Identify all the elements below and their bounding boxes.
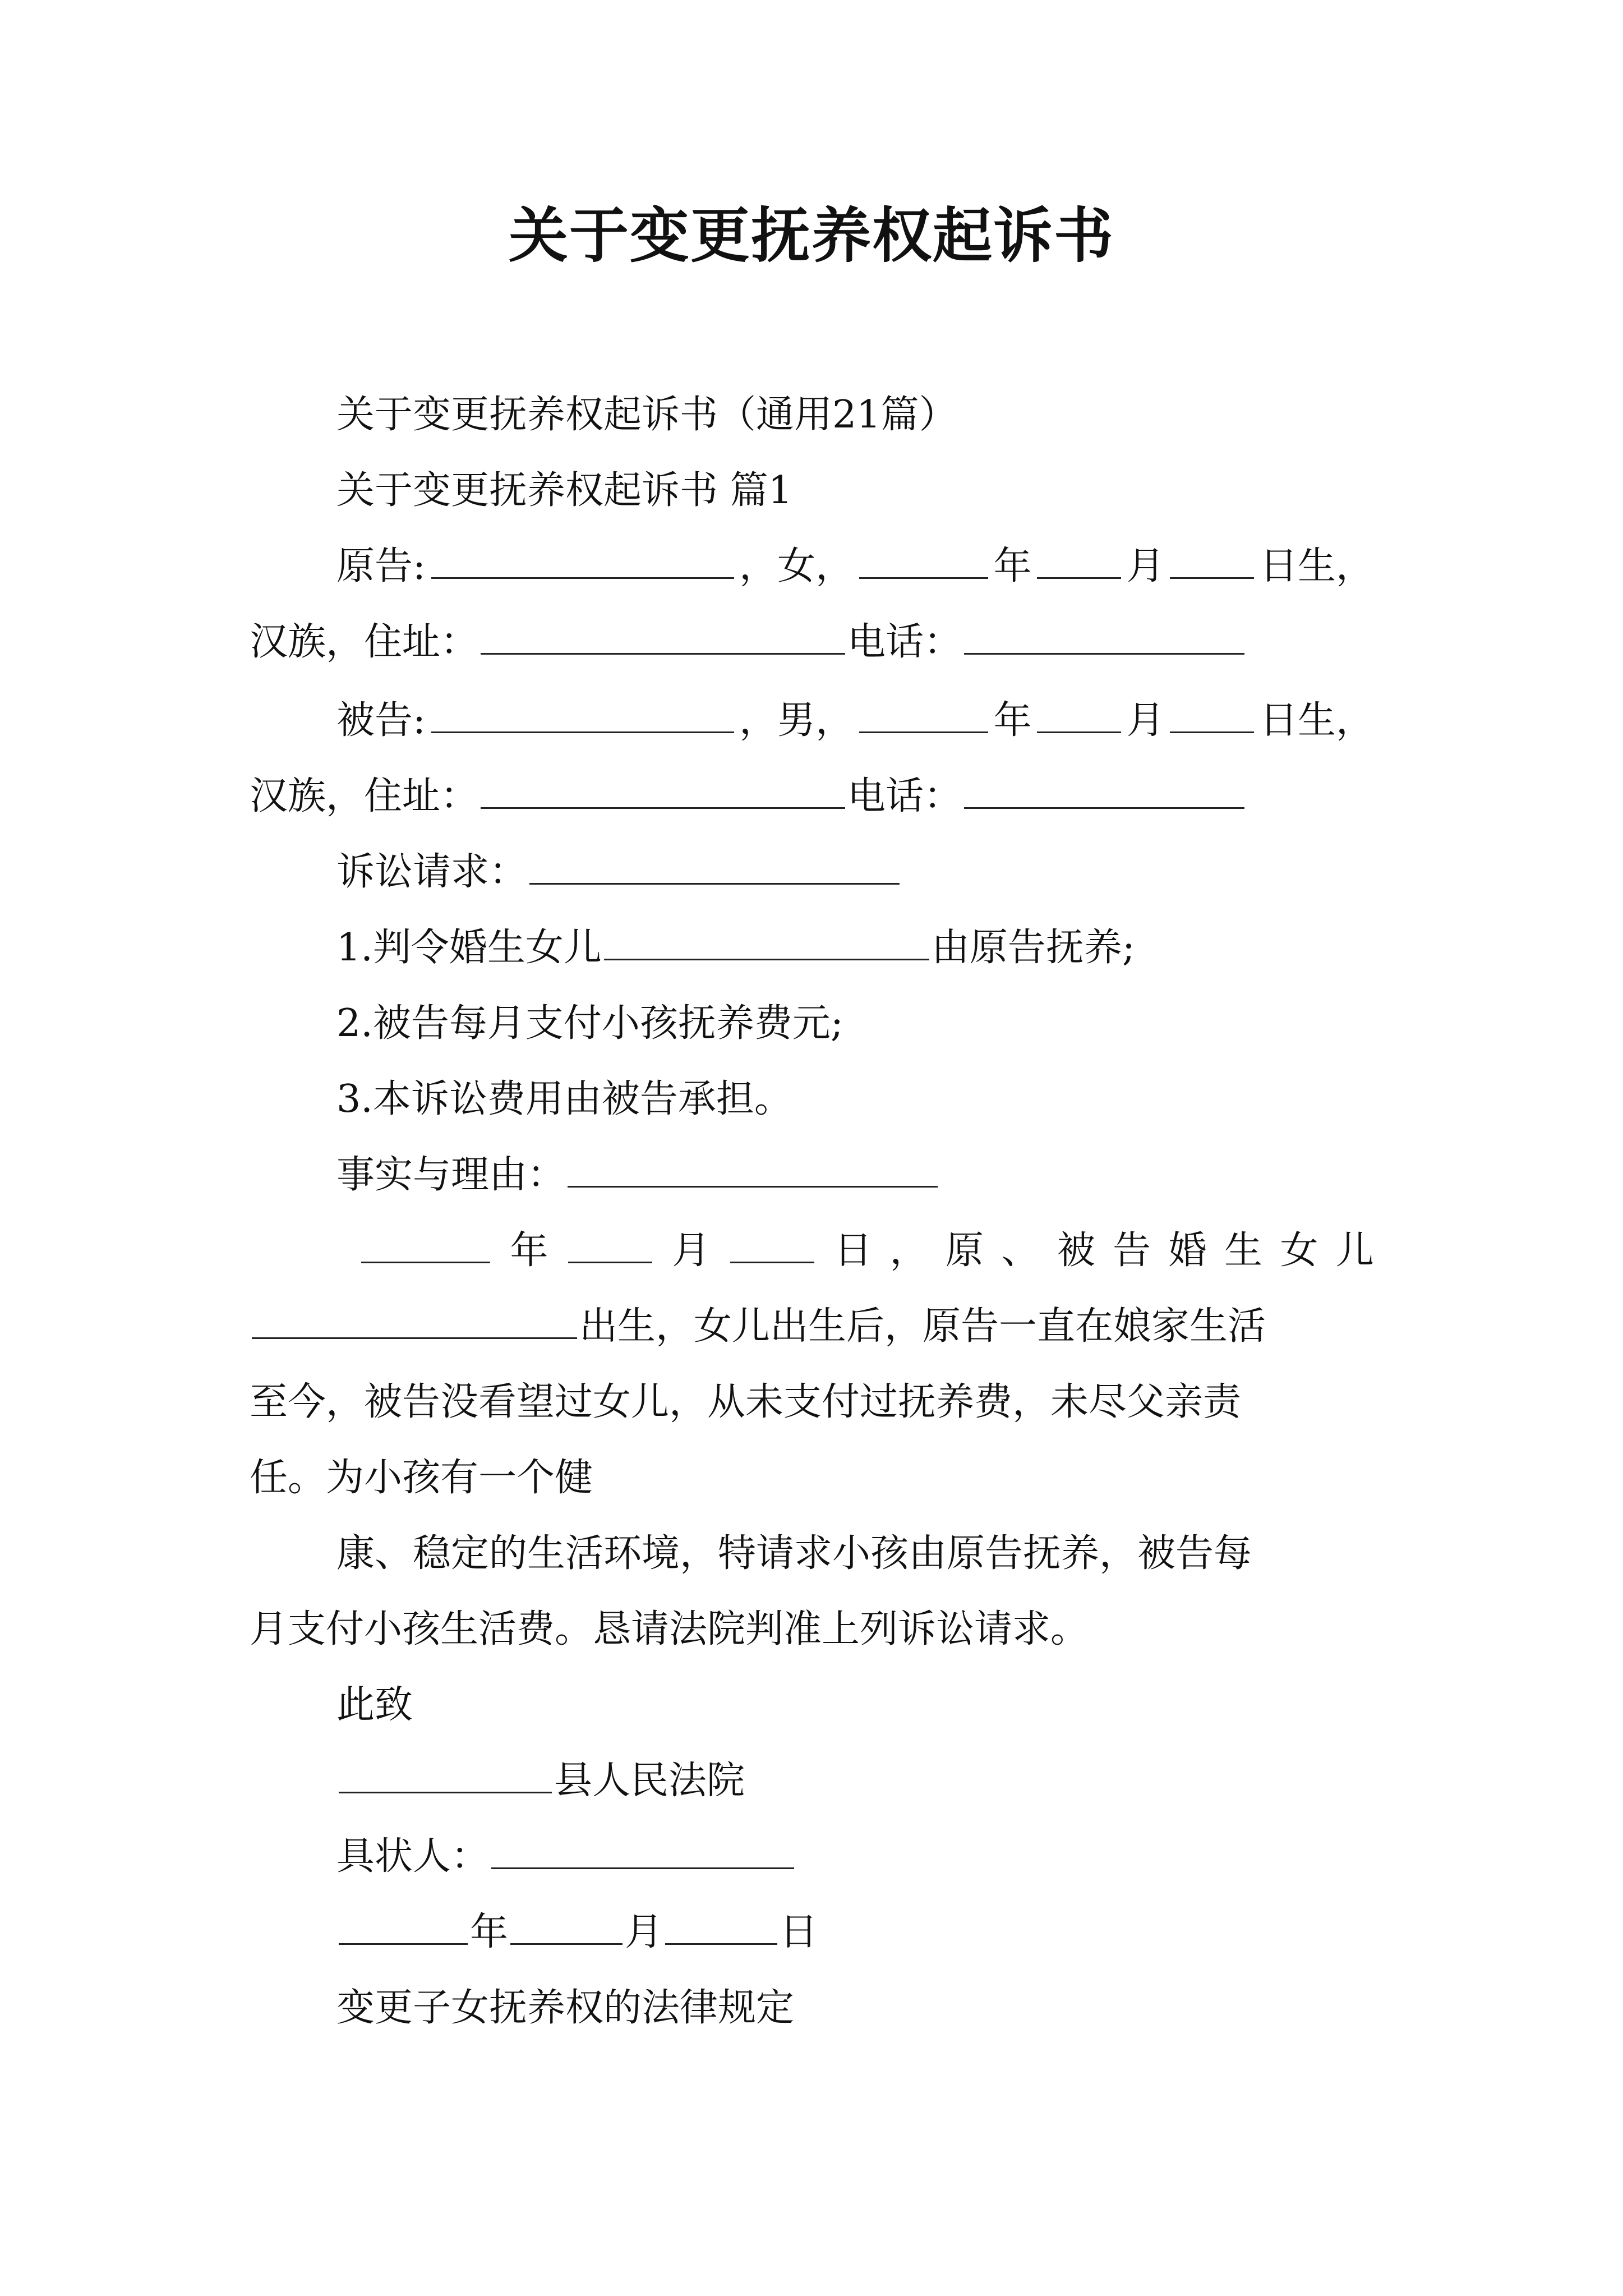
claim-item-1-blank [604,924,929,960]
facts-char: 日 [834,1228,873,1273]
claim-item-2: 2.被告每月支付小孩抚养费元; [336,1001,843,1046]
plaintiff-phone-label: 电话： [847,620,962,664]
signer-label: 具状人： [336,1834,490,1879]
defendant-year-blank [859,697,988,733]
closing-date-line [336,1907,818,1958]
salutation: 此致 [336,1683,413,1727]
claim-item-3: 3.本诉讼费用由被告承担。 [336,1077,792,1121]
defendant-address-line [250,771,1247,822]
defendant-line [336,696,1374,746]
facts-day-blank [730,1227,814,1263]
document-title: 关于变更抚养权起诉书 [509,200,1114,270]
claim-item-1-suffix: 由原告抚养; [931,926,1135,970]
plaintiff-label: 原告: [336,544,426,588]
claims-label: 诉讼请求： [336,850,528,894]
plaintiff-year-blank [859,542,988,579]
plaintiff-line [336,541,1374,592]
closing-year-label: 年 [470,1910,509,1954]
claim-item-1-prefix: 1.判令婚生女儿 [336,926,602,970]
facts-daughter-blank [252,1303,577,1339]
plaintiff-month-blank [1037,542,1121,579]
defendant-address-blank [481,772,845,809]
facts-line-3: 至今，被告没看望过女儿，从未支付过抚养费，未尽父亲责 [250,1380,1242,1424]
closing-day-blank [665,1908,777,1945]
closing-month-label: 月 [625,1910,663,1954]
plaintiff-address-label: 汉族，住址： [250,620,479,664]
facts-char: 生 [1224,1228,1263,1273]
defendant-gender: ，男， [739,698,854,743]
facts-char: 儿 [1335,1228,1374,1273]
facts-char: 告 [1113,1228,1151,1273]
defendant-phone-label: 电话： [847,774,962,818]
court-line [336,1756,745,1806]
plaintiff-phone-blank [964,618,1244,655]
signer-line [336,1832,796,1882]
facts-line-4: 任。为小孩有一个健 [250,1456,593,1500]
facts-char: 月 [672,1228,711,1273]
plaintiff-gender: ，女， [739,544,854,588]
facts-char: 、 [1001,1228,1040,1273]
facts-line-2 [250,1301,1266,1352]
court-blank [339,1757,552,1793]
closing-year-blank [339,1908,468,1945]
defendant-day-born: 日生， [1259,698,1374,743]
defendant-month-label: 月 [1126,698,1165,743]
defendant-address-label: 汉族，住址： [250,774,479,818]
plaintiff-address-line [250,617,1247,668]
facts-line-1 [359,1226,1374,1276]
facts-char: 被 [1057,1228,1095,1273]
facts-line-5: 康、稳定的生活环境，特请求小孩由原告抚养，被告每 [336,1531,1252,1576]
facts-char: 女 [1280,1228,1318,1273]
plaintiff-day-born: 日生， [1259,544,1374,588]
subtitle: 关于变更抚养权起诉书（通用21篇） [336,393,957,437]
facts-char: 原 [945,1228,984,1273]
facts-line-2-text: 出生，女儿出生后，原告一直在娘家生活 [579,1304,1266,1349]
facts-char: ， [889,1228,928,1273]
plaintiff-name-blank [431,542,734,579]
footer-heading: 变更子女抚养权的法律规定 [336,1986,795,2030]
facts-line [336,1150,940,1200]
court-name: 县人民法院 [554,1759,745,1803]
section-heading: 关于变更抚养权起诉书 篇1 [336,468,792,513]
facts-blank [568,1151,938,1188]
plaintiff-year-label: 年 [993,544,1032,588]
facts-char: 婚 [1168,1228,1207,1273]
facts-line-6: 月支付小孩生活费。恳请法院判准上列诉讼请求。 [250,1607,1089,1651]
defendant-year-label: 年 [993,698,1032,743]
closing-day-label: 日 [780,1910,818,1954]
claims-line [336,847,902,898]
plaintiff-day-blank [1170,542,1254,579]
defendant-name-blank [431,697,734,733]
plaintiff-address-blank [481,618,845,655]
claim-item-1 [336,923,1135,973]
closing-month-blank [510,1908,623,1945]
facts-label: 事实与理由： [336,1153,566,1197]
defendant-label: 被告: [336,698,426,743]
claims-blank [529,848,900,885]
facts-char: 年 [510,1228,548,1273]
plaintiff-month-label: 月 [1126,544,1165,588]
facts-month-blank [568,1227,652,1263]
facts-year-blank [361,1227,490,1263]
signer-blank [491,1833,794,1869]
defendant-phone-blank [964,772,1244,809]
defendant-day-blank [1170,697,1254,733]
defendant-month-blank [1037,697,1121,733]
